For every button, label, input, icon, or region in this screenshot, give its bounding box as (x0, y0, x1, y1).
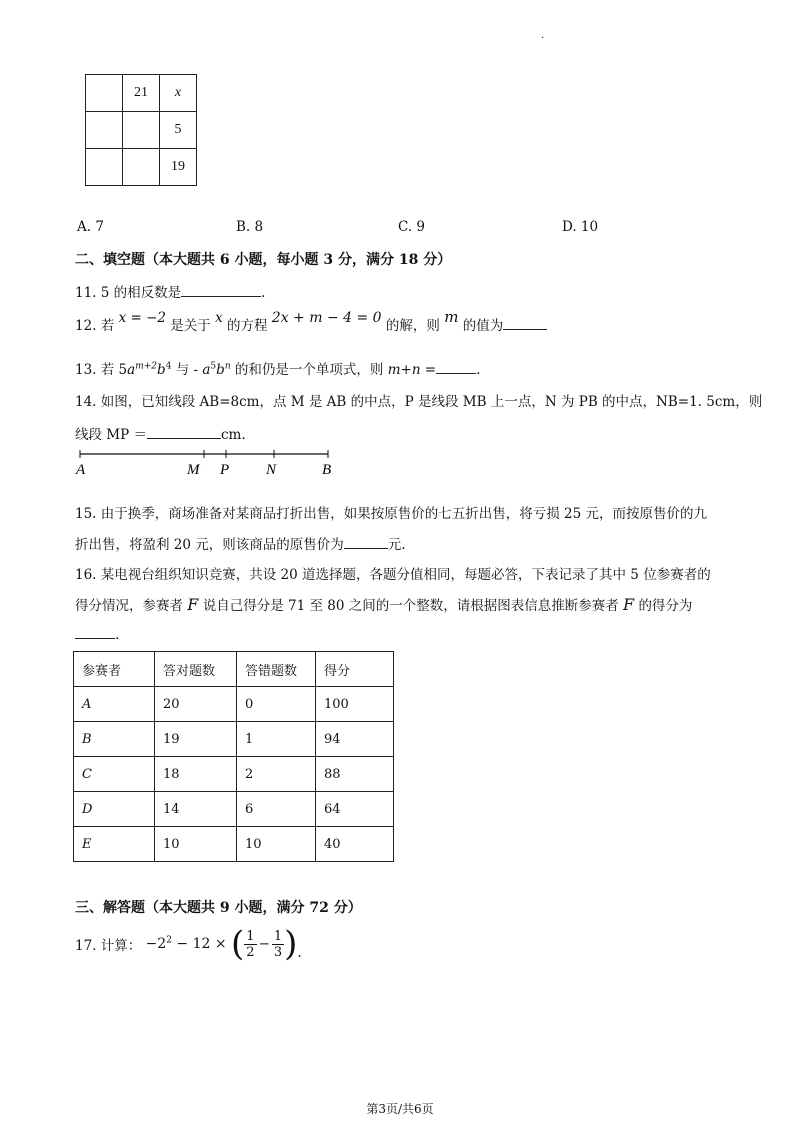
point-label-a: A (76, 462, 86, 478)
table-cell: 10 (155, 827, 237, 862)
q13-term: a (202, 362, 211, 378)
table-cell: 100 (316, 687, 394, 722)
q17-term: −2 (145, 936, 167, 952)
table-header: 答对题数 (155, 652, 237, 687)
table-header-row (74, 652, 394, 687)
table-cell: 94 (316, 722, 394, 757)
segment-diagram (70, 446, 350, 480)
table-row (74, 792, 394, 827)
point-label-b: B (322, 462, 332, 478)
left-paren: ( (231, 924, 245, 964)
page-footer: 第3页/共6页 (366, 1102, 434, 1116)
option-b: B. 8 (236, 219, 264, 235)
section-2-title: 二、填空题（本大题共 6 小题，每小题 3 分，满分 18 分） (75, 252, 452, 268)
q12-text: 的解，则 (385, 318, 440, 334)
q13-term: a (127, 362, 136, 378)
question-17 (75, 924, 302, 971)
header-dot: . (541, 30, 545, 41)
answer-blank (436, 359, 476, 374)
question-15-line-2 (75, 533, 406, 553)
q17-end: . (297, 945, 302, 961)
fraction-one-third (272, 929, 284, 960)
q13-exponent: m+2 (135, 361, 158, 372)
point-label-p: P (220, 462, 230, 478)
q12-equation: 2x + m − 4 = 0 (271, 310, 382, 326)
table-cell: 14 (155, 792, 237, 827)
denominator: 3 (273, 944, 283, 960)
q12-prefix: 12. 若 (75, 318, 115, 334)
q16-variable: F (187, 595, 199, 614)
question-14-line-2 (75, 423, 246, 443)
q16-text: 说自己得分是 71 至 80 之间的一个整数，请根据图表信息推断参赛者 (202, 598, 619, 614)
question-16-line-3 (75, 624, 119, 643)
numerator: 1 (246, 928, 255, 944)
q13-term: b (157, 362, 166, 378)
grid-row (86, 75, 197, 112)
q13-exponent: 4 (165, 361, 172, 372)
grid-cell (86, 75, 123, 112)
question-14-line-1: 14. 如图，已知线段 AB=8cm，点 M 是 AB 的中点，P 是线段 MB 上一点，N 为 PB 的中点，NB=1. 5cm，则 (75, 394, 763, 410)
answer-blank (344, 534, 388, 549)
score-table (73, 651, 394, 862)
q16-text: 得分情况，参赛者 (75, 598, 183, 614)
table-cell: 18 (155, 757, 237, 792)
point-label-m: M (187, 462, 200, 478)
q13-exponent: n (224, 361, 231, 372)
q13-text: = (420, 362, 437, 378)
point-label-n: N (266, 462, 277, 478)
table-cell: 2 (237, 757, 316, 792)
question-11 (75, 281, 265, 301)
table-cell: C (74, 757, 155, 792)
q14-text: 线段 MP ＝ (75, 427, 147, 443)
q17-exponent: 2 (166, 935, 172, 946)
answer-blank (147, 424, 221, 439)
q11-end: . (261, 285, 266, 301)
q11-text: 11. 5 的相反数是 (75, 285, 182, 301)
table-cell: 40 (316, 827, 394, 862)
q17-expression (146, 936, 231, 952)
option-c: C. 9 (398, 219, 426, 235)
answer-blank (181, 282, 261, 297)
table-cell: 10 (237, 827, 316, 862)
question-16-line-2 (75, 594, 692, 614)
question-12 (75, 308, 547, 334)
q17-prefix: 17. 计算： (75, 938, 142, 954)
grid-cell: x (160, 75, 197, 112)
question-15-line-1: 15. 由于换季，商场准备对某商品打折出售，如果按原售价的七五折出售，将亏损 25 元，而按原售价的九 (75, 506, 708, 522)
grid-cell: 19 (160, 149, 197, 186)
table-row (74, 757, 394, 792)
table-row (74, 722, 394, 757)
fraction-one-half (244, 929, 256, 960)
q12-variable: x (215, 310, 223, 326)
table-cell: B (74, 722, 155, 757)
section-3-title: 三、解答题（本大题共 9 小题，满分 72 分） (75, 900, 362, 916)
q13-exponent: 5 (210, 361, 217, 372)
q15-end: 元. (387, 537, 406, 553)
q16-text: 的得分为 (638, 598, 693, 614)
q12-end: 的值为 (462, 318, 504, 334)
grid-cell: 5 (160, 112, 197, 149)
q13-ask: m+n (387, 362, 421, 378)
option-a: A. 7 (77, 219, 104, 235)
q17-term: − 12 × (171, 936, 232, 952)
q13-end: . (476, 362, 481, 378)
table-cell: 19 (155, 722, 237, 757)
table-row (74, 827, 394, 862)
table-header: 参赛者 (74, 652, 155, 687)
grid-cell: 21 (123, 75, 160, 112)
table-cell: D (74, 792, 155, 827)
q15-text: 折出售，将盈利 20 元，则该商品的原售价为 (75, 537, 344, 553)
table-cell: 6 (237, 792, 316, 827)
minus-sign: − (258, 936, 270, 952)
q13-text: 与 - (171, 362, 203, 378)
table-cell: 88 (316, 757, 394, 792)
answer-blank (503, 315, 547, 330)
table-header: 答错题数 (237, 652, 316, 687)
table-cell: 20 (155, 687, 237, 722)
q12-text: 是关于 (170, 318, 211, 334)
table-cell: A (74, 687, 155, 722)
q12-variable-m: m (444, 308, 459, 326)
q12-condition: x = −2 (118, 310, 166, 326)
q16-end: . (115, 627, 120, 643)
grid-cell (123, 112, 160, 149)
table-cell: E (74, 827, 155, 862)
right-paren: ) (284, 924, 298, 964)
denominator: 2 (246, 944, 255, 960)
table-cell: 1 (237, 722, 316, 757)
option-d: D. 10 (562, 219, 599, 235)
magic-square-grid (85, 74, 197, 186)
q13-term: b (216, 362, 225, 378)
grid-cell (86, 149, 123, 186)
q14-end: cm. (221, 427, 246, 443)
q12-text: 的方程 (227, 318, 268, 334)
table-row (74, 687, 394, 722)
grid-row (86, 149, 197, 186)
q13-prefix: 13. 若 5 (75, 362, 128, 378)
table-cell: 64 (316, 792, 394, 827)
q13-text: 的和仍是一个单项式，则 (230, 362, 388, 378)
table-header: 得分 (316, 652, 394, 687)
grid-cell (86, 112, 123, 149)
table-cell: 0 (237, 687, 316, 722)
grid-cell (123, 149, 160, 186)
grid-row (86, 112, 197, 149)
answer-blank (75, 624, 115, 639)
question-13 (75, 358, 480, 378)
numerator: 1 (273, 928, 283, 944)
q16-variable: F (623, 595, 635, 614)
question-16-line-1: 16. 某电视台组织知识竞赛，共设 20 道选择题，各题分值相同，每题必答，下表记录了其中 5 位参赛者的 (75, 567, 711, 583)
